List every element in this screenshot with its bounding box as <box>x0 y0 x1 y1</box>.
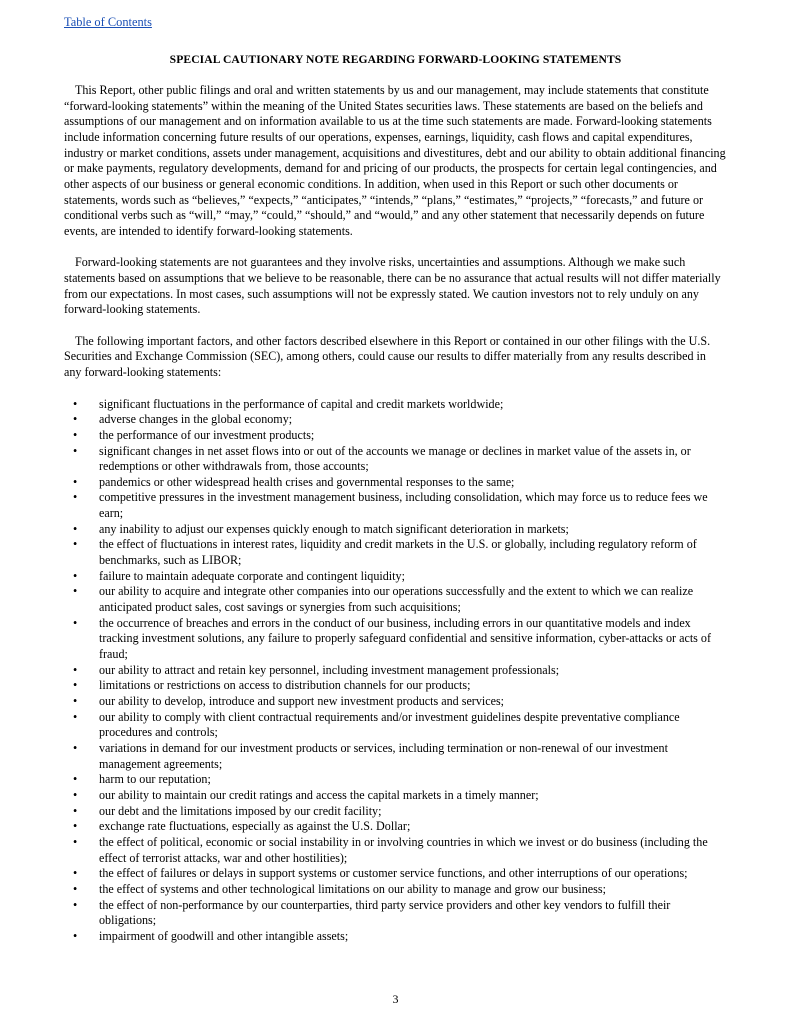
bullet-icon: • <box>73 443 78 458</box>
bullet-icon: • <box>73 412 78 427</box>
bullet-icon: • <box>73 740 78 755</box>
list-item-text: the effect of non-performance by our counterparties, third party service providers and other key vendors to fulfill their obligations; <box>99 897 671 928</box>
intro-paragraph: This Report, other public filings and oral and written statements by us and our management, may include statements that constitute “forward-looking statements” within the meaning of the United States securities laws. These statements are based on the beliefs and assumptions of our management and on information available to us at the time such statements are made. Forward-looking statements include information concerning future results of our operations, expenses, earnings, liquidity, cash flows and capital expenditures, industry or market conditions, assets under management, acquisitions and divestitures, debt and our ability to obtain additional financing or make payments, regulatory developments, demand for and pricing of our products, the prospects for certain legal contingencies, and other aspects of our business or general economic conditions. In addition, when used in this Report or such other documents or statements, words such as “believes,” “expects,” “anticipates,” “intends,” “plans,” “estimates,” “projects,” “forecasts,” and future or conditional verbs such as “will,” “may,” “could,” “should,” and “would,” and any other statement that necessarily depends on future events, are intended to identify forward-looking statements. <box>64 83 726 238</box>
bullet-icon: • <box>73 678 78 693</box>
list-item <box>64 819 726 835</box>
list-item <box>64 584 726 615</box>
list-item <box>64 428 726 444</box>
risk-factor-list <box>64 397 726 945</box>
list-item-text: failure to maintain adequate corporate and contingent liquidity; <box>99 568 405 583</box>
bullet-icon: • <box>73 834 78 849</box>
list-item <box>64 678 726 694</box>
list-item-text: adverse changes in the global economy; <box>99 412 293 427</box>
list-item-text: impairment of goodwill and other intangible assets; <box>99 928 349 943</box>
caution-paragraph: Forward-looking statements are not guarantees and they involve risks, uncertainties and assumptions. Although we make such statements based on assumptions that we believe to be reasonable, there can be no assurance that actual results will not differ materially from our expectations. In most cases, such assumptions will not be expressly stated. We caution investors not to rely unduly on any forward-looking statements. <box>64 255 721 317</box>
list-item-text: any inability to adjust our expenses quickly enough to match significant deterioration in markets; <box>99 521 569 536</box>
bullet-icon: • <box>73 772 78 787</box>
list-item <box>64 537 726 568</box>
list-item <box>64 412 726 428</box>
bullet-icon: • <box>73 615 78 630</box>
list-item-text: variations in demand for our investment products or services, including termination or non-renewal of our investment management agreements; <box>99 740 668 771</box>
list-item <box>64 490 726 521</box>
document-body <box>64 83 726 945</box>
list-item-text: our debt and the limitations imposed by our credit facility; <box>99 803 382 818</box>
list-item <box>64 397 726 413</box>
list-item-text: our ability to develop, introduce and support new investment products and services; <box>99 694 505 709</box>
list-item-text: limitations or restrictions on access to distribution channels for our products; <box>99 678 471 693</box>
list-item <box>64 882 726 898</box>
bullet-icon: • <box>73 584 78 599</box>
list-item-text: our ability to acquire and integrate other companies into our operations successfully and the extent to which we can realize anticipated product sales, cost savings or synergies from such acquisitions; <box>99 584 694 615</box>
list-item-text: competitive pressures in the investment management business, including consolidation, which may force us to reduce fees we earn; <box>99 490 708 521</box>
bullet-icon: • <box>73 803 78 818</box>
factors-intro-paragraph: The following important factors, and other factors described elsewhere in this Report or contained in our other filings with the U.S. Securities and Exchange Commission (SEC), among others, could cause our results to differ materially from any results described in any forward-looking statements: <box>64 333 711 380</box>
list-item <box>64 444 726 475</box>
bullet-icon: • <box>73 694 78 709</box>
bullet-icon: • <box>73 521 78 536</box>
list-item-text: the occurrence of breaches and errors in the conduct of our business, including errors in our quantitative models and index tracking investment solutions, any failure to properly safeguard confidential and sensitive information, cyber-attacks or acts of fraud; <box>99 615 711 662</box>
bullet-icon: • <box>73 709 78 724</box>
table-of-contents-link[interactable]: Table of Contents <box>64 15 152 29</box>
list-item <box>64 804 726 820</box>
section-title: SPECIAL CAUTIONARY NOTE REGARDING FORWARD-LOOKING STATEMENTS <box>169 53 622 66</box>
bullet-icon: • <box>73 819 78 834</box>
list-item <box>64 569 726 585</box>
bullet-icon: • <box>73 787 78 802</box>
bullet-icon: • <box>73 866 78 881</box>
list-item-text: harm to our reputation; <box>99 772 211 787</box>
bullet-icon: • <box>73 897 78 912</box>
list-item <box>64 710 726 741</box>
bullet-icon: • <box>73 928 78 943</box>
list-item-text: pandemics or other widespread health crises and governmental responses to the same; <box>99 474 515 489</box>
list-item-text: the effect of fluctuations in interest rates, liquidity and credit markets in the U.S. or globally, including regulatory reform of benchmarks, such as LIBOR; <box>99 537 697 568</box>
list-item-text: our ability to comply with client contractual requirements and/or investment guidelines despite preventative compliance procedures and controls; <box>99 709 680 740</box>
bullet-icon: • <box>73 474 78 489</box>
bullet-icon: • <box>73 427 78 442</box>
list-item-text: exchange rate fluctuations, especially as against the U.S. Dollar; <box>99 819 411 834</box>
list-item <box>64 835 726 866</box>
list-item <box>64 694 726 710</box>
list-item <box>64 741 726 772</box>
list-item <box>64 866 726 882</box>
bullet-icon: • <box>73 537 78 552</box>
list-item-text: our ability to attract and retain key personnel, including investment management professionals; <box>99 662 560 677</box>
bullet-icon: • <box>73 568 78 583</box>
list-item-text: the effect of failures or delays in support systems or customer service functions, and other interruptions of our operations; <box>99 866 688 881</box>
list-item-text: the performance of our investment products; <box>99 427 315 442</box>
list-item-text: our ability to maintain our credit ratings and access the capital markets in a timely manner; <box>99 787 539 802</box>
list-item-text: the effect of systems and other technological limitations on our ability to manage and grow our business; <box>99 881 606 896</box>
list-item <box>64 475 726 491</box>
list-item-text: significant changes in net asset flows into or out of the accounts we manage or declines in market value of the assets in, or redemptions or other withdrawals from, those accounts; <box>99 443 691 474</box>
list-item <box>64 522 726 538</box>
list-item <box>64 663 726 679</box>
list-item-text: significant fluctuations in the performance of capital and credit markets worldwide; <box>99 396 504 411</box>
list-item <box>64 898 726 929</box>
list-item <box>64 929 726 945</box>
bullet-icon: • <box>73 396 78 411</box>
list-item-text: the effect of political, economic or social instability in or involving countries in which we invest or do business (including the effect of terrorist attacks, war and other hostilities); <box>99 834 708 865</box>
list-item <box>64 616 726 663</box>
list-item <box>64 788 726 804</box>
page-number: 3 <box>392 992 399 1006</box>
bullet-icon: • <box>73 881 78 896</box>
bullet-icon: • <box>73 490 78 505</box>
list-item <box>64 772 726 788</box>
bullet-icon: • <box>73 662 78 677</box>
